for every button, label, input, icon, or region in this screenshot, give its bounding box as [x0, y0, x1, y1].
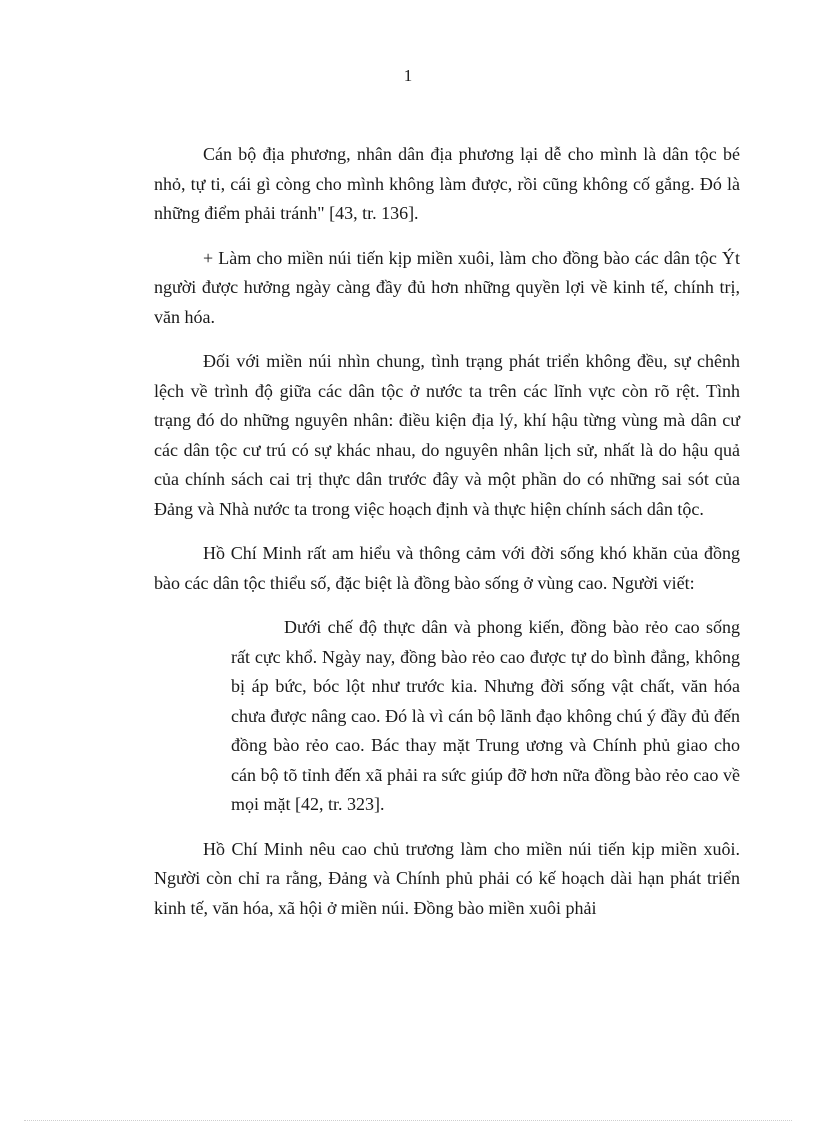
page-bottom-divider: [24, 1120, 792, 1121]
paragraph-4: Hồ Chí Minh rất am hiểu và thông cảm với đời sống khó khăn của đồng bào các dân tộc thiểu số, đặc biệt là đồng bào sống ở vùng cao. Người viết:: [154, 543, 740, 593]
paragraph-2: + Làm cho miền núi tiến kịp miền xuôi, làm cho đồng bào các dân tộc Ýt người được hưởng ngày càng đầy đủ hơn những quyền lợi về kinh tế, chính trị, văn hóa.: [154, 247, 740, 327]
paragraph-1: Cán bộ địa phương, nhân dân địa phương lại dễ cho mình là dân tộc bé nhỏ, tự ti, cái gì còng cho mình không làm được, rồi cũng không cố gắng. Đó là những điểm phải tránh" [43, tr. 136].: [154, 144, 740, 223]
block-quote: Dưới chế độ thực dân và phong kiến, đồng bào rẻo cao sống rất cực khổ. Ngày nay, đồng bào rẻo cao được tự do bình đẳng, không bị áp bức, bóc lột như trước kia. Nhưng đời sống vật chất, văn hóa chưa được nâng cao. Đó là vì cán bộ lãnh đạo không chú ý đầy đủ đến đồng bào rẻo cao. Bác thay mặt Trung ương và Chính phủ giao cho cán bộ tõ tỉnh đến xã phải ra sức giúp đỡ hơn nữa đồng bào rẻo cao về mọi mặt [42, tr. 323].: [231, 617, 740, 814]
body-text: [154, 140, 740, 938]
paragraph-3: Đối với miền núi nhìn chung, tình trạng phát triển không đều, sự chênh lệch về trình độ giữa các dân tộc ở nước ta trên các lĩnh vực còn rõ rệt. Tình trạng đó do những nguyên nhân: điều kiện địa lý, khí hậu từng vùng mà dân cư các dân tộc cư trú có sự khác nhau, do nguyên nhân lịch sử, nhất là do hậu quả của chính sách cai trị thực dân trước đây và một phần do có những sai sót của Đảng và Nhà nước ta trong việc hoạch định và thực hiện chính sách dân tộc.: [154, 351, 740, 519]
page-number: 1: [403, 66, 413, 85]
paragraph-5: Hồ Chí Minh nêu cao chủ trương làm cho miền núi tiến kịp miền xuôi. Người còn chỉ ra rằng, Đảng và Chính phủ phải có kế hoạch dài hạn phát triển kinh tế, văn hóa, xã hội ở miền núi. Đồng bào miền xuôi phải: [154, 838, 740, 918]
